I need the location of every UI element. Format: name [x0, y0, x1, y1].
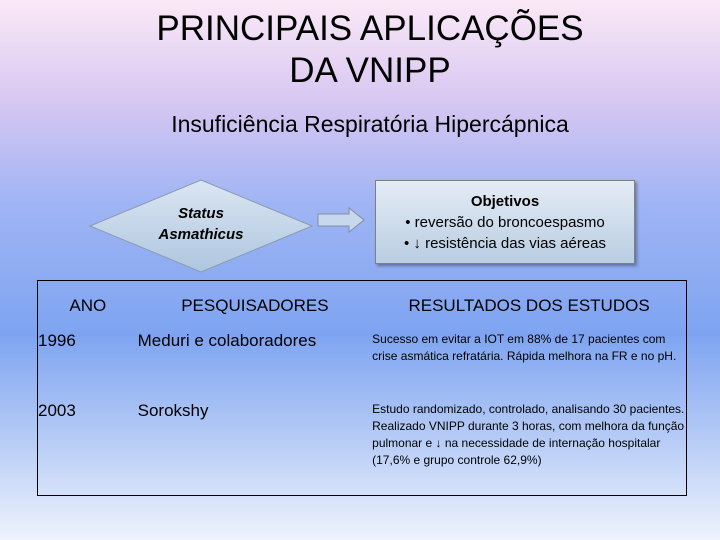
header-researchers: PESQUISADORES: [181, 296, 329, 315]
objectives-box: [375, 180, 635, 264]
right-arrow-icon: [317, 207, 365, 233]
table-header-row: [38, 281, 687, 332]
results-table: [37, 280, 687, 496]
row-result: Estudo randomizado, controlado, analisando 30 pacientes. Realizado VNIPP durante 3 horas, com melhora da função pulmonar e ↓ na necessidade de internação hospitalar (17,6% e grupo controle 62,9%): [372, 402, 685, 467]
objective-item-1: • reversão do broncoespasmo: [405, 214, 605, 231]
row-result: Sucesso em evitar a IOT em 88% de 17 pacientes com crise asmática refratária. Rápida melhora na FR e no pH.: [372, 332, 677, 363]
row-researchers: Sorokshy: [137, 401, 209, 420]
slide-title: [0, 8, 720, 92]
status-diamond: [88, 178, 314, 274]
row-year: 2003: [38, 401, 76, 420]
table-row: [38, 331, 687, 401]
diamond-label-line-1: Status: [178, 205, 224, 222]
header-year: ANO: [69, 296, 107, 315]
diamond-label-line-2: Asmathicus: [158, 226, 244, 243]
table-row: [38, 401, 687, 496]
row-year: 1996: [38, 331, 76, 350]
objective-item-2: • ↓ resistência das vias aéreas: [403, 235, 606, 252]
title-line-1: PRINCIPAIS APLICAÇÕES: [156, 9, 584, 48]
title-line-2: DA VNIPP: [289, 51, 451, 90]
header-results: RESULTADOS DOS ESTUDOS: [408, 296, 650, 315]
objectives-heading: Objetivos: [470, 193, 540, 210]
diamond-label: [88, 203, 314, 245]
slide-subtitle: Insuficiência Respiratória Hipercápnica: [171, 111, 569, 137]
row-researchers: Meduri e colaboradores: [137, 331, 317, 350]
